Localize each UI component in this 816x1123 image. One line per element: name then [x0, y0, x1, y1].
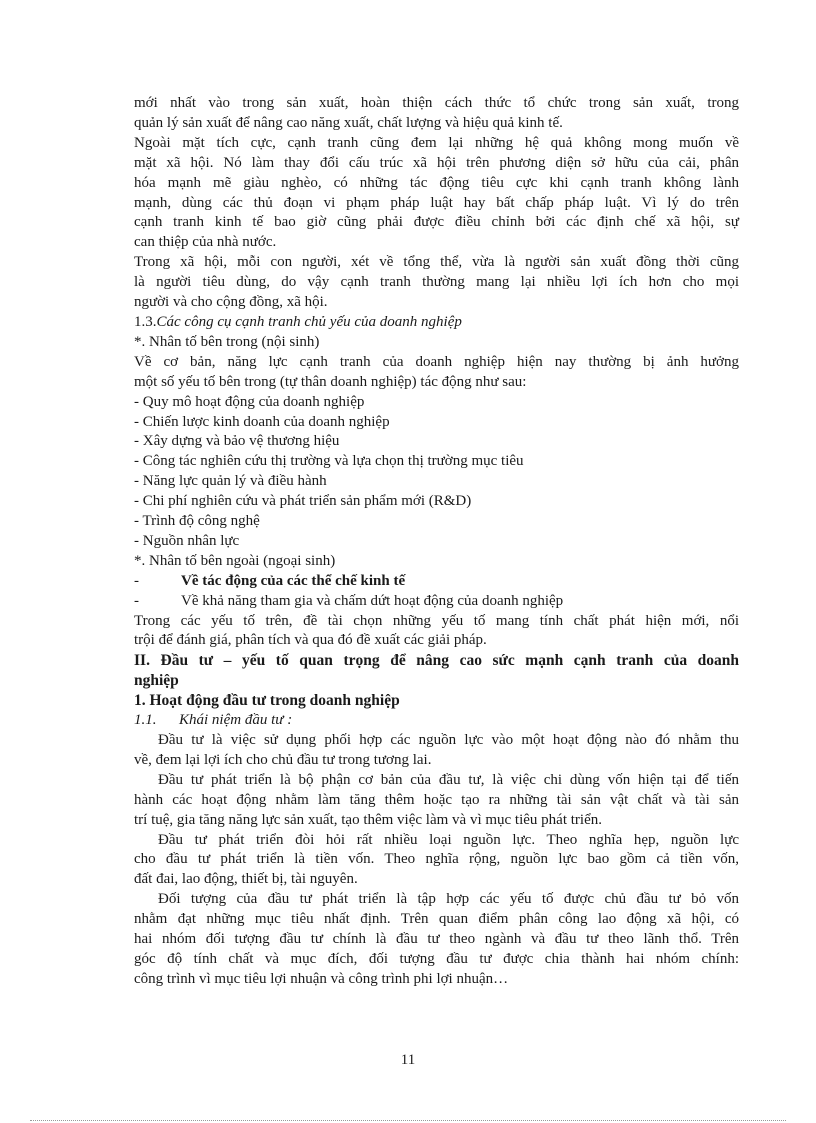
chapter-heading-cont: nghiệp: [134, 672, 179, 690]
text-line: đất đai, lao động, thiết bị, tài nguyên.: [134, 871, 358, 888]
text-line: người và cho cộng đồng, xã hội.: [134, 294, 328, 311]
list-item: - Chi phí nghiên cứu và phát triển sản phẩm mới (R&D): [134, 493, 472, 510]
text-line: mới nhất vào trong sản xuất, hoàn thiện cách thức tổ chức trong sản xuất, trong: [134, 95, 739, 111]
text-line: *. Nhân tố bên ngoài (ngoại sinh): [134, 552, 336, 569]
text-line: Đầu tư là việc sử dụng phối hợp các nguồn lực vào một hoạt động nào đó nhằm thu: [158, 732, 739, 748]
text-line: Ngoài mặt tích cực, cạnh tranh cũng đem lại những hệ quả không mong muốn về: [134, 134, 739, 151]
section-title-tail: :: [283, 712, 293, 729]
text-line: là người tiêu dùng, do vậy cạnh tranh thường mang lại nhiều lợi ích hơn cho mọi: [134, 274, 739, 291]
section-heading-1-3: [134, 313, 739, 333]
list-item: - Quy mô hoạt động của doanh nghiệp: [134, 393, 365, 410]
section-heading-1-1: [134, 711, 739, 731]
text-line: hóa mạnh mẽ giàu nghèo, có những tác động tiêu cực khi cạnh tranh không lành: [134, 174, 739, 191]
text-line: mạnh, dùng các thủ đoạn vi phạm pháp luật hay bất chấp pháp luật. Vì lý do trên: [134, 194, 739, 211]
list-item: - Xây dựng và bảo vệ thương hiệu: [134, 433, 340, 450]
text-line: Trong các yếu tố trên, đề tài chọn những yếu tố mang tính chất phát hiện mới, nổi: [134, 612, 739, 629]
text-line: một số yếu tố bên trong (tự thân doanh nghiệp) tác động như sau:: [134, 373, 527, 390]
list-item: - Trình độ công nghệ: [134, 513, 260, 530]
text-line: nhằm đạt những mục tiêu nhất định. Trên quan điểm phân công lao động xã hội, có: [134, 911, 739, 928]
text-line: trội để đánh giá, phân tích và qua đó đề xuất các giải pháp.: [134, 632, 487, 649]
section-title: Các công cụ cạnh tranh chủ yếu của doanh nghiệp: [156, 313, 462, 330]
text-line: cạnh tranh kinh tế bao giờ cũng phải được điều chỉnh bởi các định chế xã hội, sự: [134, 214, 739, 231]
text-line: *. Nhân tố bên trong (nội sinh): [134, 333, 320, 350]
list-dash: -: [134, 572, 139, 589]
list-item-label: Về khả năng tham gia và chấm dứt hoạt động của doanh nghiệp: [181, 592, 564, 609]
text-line: công trình vì mục tiêu lợi nhuận và công trình phi lợi nhuận…: [134, 970, 509, 987]
list-item: - Chiến lược kinh doanh của doanh nghiệp: [134, 413, 390, 430]
chapter-heading: II. Đầu tư – yếu tố quan trọng để nâng cao sức mạnh cạnh tranh của doanh: [134, 652, 739, 670]
list-item: [134, 592, 739, 612]
text-line: mặt xã hội. Nó làm thay đổi cấu trúc xã hội trên phương diện sở hữu của cải, phân: [134, 154, 739, 171]
text-line: trí tuệ, gia tăng năng lực sản xuất, tạo thêm việc làm và vì mục tiêu phát triển.: [134, 811, 602, 828]
text-line: Đầu tư phát triển là bộ phận cơ bản của đầu tư, là việc chi dùng vốn hiện tại để tiến: [158, 771, 739, 788]
text-line: can thiệp của nhà nước.: [134, 234, 277, 251]
text-line: hành các hoạt động nhằm làm tăng thêm hoặc tạo ra những tài sản vật chất và tài sản: [134, 791, 739, 808]
section-number: 1.1.: [134, 712, 157, 729]
list-dash: -: [134, 592, 139, 609]
text-line: Đầu tư phát triển đòi hỏi rất nhiều loại nguồn lực. Theo nghĩa hẹp, nguồn lực: [158, 831, 739, 848]
text-line: hai nhóm đối tượng đầu tư chính là đầu tư theo ngành và đầu tư theo lãnh thổ. Trên: [134, 931, 739, 948]
page-number: 11: [400, 1052, 416, 1068]
list-item: - Năng lực quản lý và điều hành: [134, 473, 327, 490]
section-heading-1: 1. Hoạt động đầu tư trong doanh nghiệp: [134, 692, 400, 710]
text-line: quản lý sản xuất để nâng cao năng xuất, chất lượng và hiệu quả kinh tế.: [134, 114, 563, 131]
text-line: Đối tượng của đầu tư phát triển là tập hợp các yếu tố được chủ đầu tư bỏ vốn: [158, 891, 739, 908]
section-title: Khái niệm đầu tư: [179, 712, 284, 729]
text-line: góc độ tính chất và mục đích, đối tượng đầu tư được chia thành hai nhóm chính:: [134, 950, 739, 967]
document-body: [134, 94, 739, 990]
section-number: 1.3.: [134, 313, 157, 330]
page-bottom-divider: [30, 1120, 786, 1121]
list-item: [134, 572, 739, 592]
text-line: cho đầu tư phát triển là tiền vốn. Theo nghĩa rộng, nguồn lực bao gồm cả tiền vốn,: [134, 851, 739, 868]
text-line: Trong xã hội, mỗi con người, xét về tổng thể, vừa là người sản xuất đồng thời cũng: [134, 254, 739, 271]
text-line: Về cơ bản, năng lực cạnh tranh của doanh nghiệp hiện nay thường bị ảnh hưởng: [134, 353, 739, 370]
list-item: - Công tác nghiên cứu thị trường và lựa chọn thị trường mục tiêu: [134, 453, 524, 470]
list-item: - Nguồn nhân lực: [134, 532, 240, 549]
text-line: về, đem lại lợi ích cho chủ đầu tư trong tương lai.: [134, 751, 432, 768]
list-item-label: Về tác động của các thể chế kinh tế: [181, 572, 406, 589]
